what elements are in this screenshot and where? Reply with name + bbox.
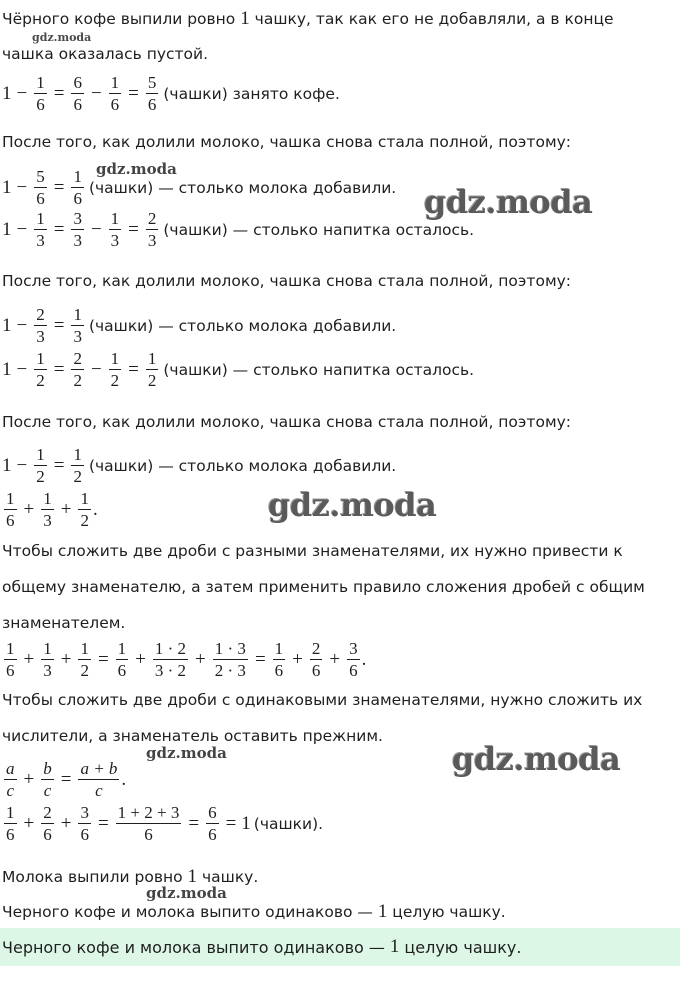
equation-milk-added-1: 1 − $\frac{5}{6}$ = $\frac{1}{6}$ (чашки) — столько молока добавили. [2,167,397,208]
watermark-large: gdz.moda [424,183,593,221]
equation-general-rule: a c + $\frac{b}{c}$ = $\frac{a + b}{c}$ . [6,759,127,800]
watermark: gdz.moda [96,160,177,178]
watermark-large: gdz.moda [268,486,437,524]
milk-conclusion: Молока выпили ровно 1 чашку. [2,866,259,887]
rule-different-denominators-3: знаменателем. [2,614,126,632]
intro-text: Чёрного кофе выпили ровно [2,10,236,28]
answer-text-rest: целую чашку. [404,937,522,957]
rule-different-denominators-1: Чтобы сложить две дроби с разными знаменателями, их нужно привести к [2,542,623,560]
intro-line-2: чашка оказалась пустой. [2,45,209,63]
watermark: gdz.moda [146,744,227,762]
answer-text: Черного кофе и молока выпито одинаково — [2,937,385,957]
equation-common-denominator: 1 6 + $\frac{1}{3}$ + $\frac{1}{2}$ = $\frac{1}{6}$ + $\frac{1 \cdot 2}{3 \cdot 2}$ + $\frac{1 \cdot 3}{2 \cdot 3}$ = $\frac{1}{6}$ + $\frac{2}{6}$ + $\frac{3}{6}$ . [6,639,367,680]
answer-box [0,928,680,966]
intro-text-rest: чашку, так как его не добавляли, а в конце [254,10,614,28]
rule-different-denominators-2: общему знаменателю, а затем применить правило сложения дробей с общим [2,578,645,596]
equation-milk-total: 1 6 + $\frac{2}{6}$ + $\frac{3}{6}$ = $\frac{1 + 2 + 3}{6}$ = $\frac{6}{6}$ = 1 (чашки). [6,803,324,844]
equation-milk-added-3: 1 − $\frac{1}{2}$ = $\frac{1}{2}$ (чашки) — столько молока добавили. [2,445,397,486]
equation-drink-left-2: 1 − $\frac{1}{2}$ = $\frac{2}{2}$ − $\frac{1}{2}$ = $\frac{1}{2}$ (чашки) — столько напитка осталось. [2,349,475,390]
watermark: gdz.moda [32,31,92,44]
equation-milk-sum: 1 6 + $\frac{1}{3}$ + $\frac{1}{2}$ . [6,489,98,530]
paragraph-milk-3: После того, как долили молоко, чашка снова стала полной, поэтому: [2,413,572,431]
watermark: gdz.moda [146,884,227,902]
rule-same-denominators-2: числители, а знаменатель оставить прежним. [2,727,383,745]
paragraph-milk-2: После того, как долили молоко, чашка снова стала полной, поэтому: [2,272,572,290]
equation-milk-added-2: 1 − $\frac{2}{3}$ = $\frac{1}{3}$ (чашки) — столько молока добавили. [2,305,397,346]
watermark-large: gdz.moda [452,740,621,778]
final-conclusion: Черного кофе и молока выпито одинаково — 1 целую чашку. [2,901,506,922]
paragraph-milk-1: После того, как долили молоко, чашка снова стала полной, поэтому: [2,133,572,151]
equation-coffee-taken: 1 − $\frac{1}{6}$ = $\frac{6}{6}$ − $\frac{1}{6}$ = $\frac{5}{6}$ (чашки) занято кофе. [2,73,340,114]
equation-drink-left-1: 1 − $\frac{1}{3}$ = $\frac{3}{3}$ − $\frac{1}{3}$ = $\frac{2}{3}$ (чашки) — столько напитка осталось. [2,209,475,250]
answer-number: 1 [389,936,400,957]
rule-same-denominators-1: Чтобы сложить две дроби с одинаковыми знаменателями, нужно сложить их [2,691,643,709]
intro-number: 1 [240,8,250,29]
intro-line-1 [2,8,614,30]
